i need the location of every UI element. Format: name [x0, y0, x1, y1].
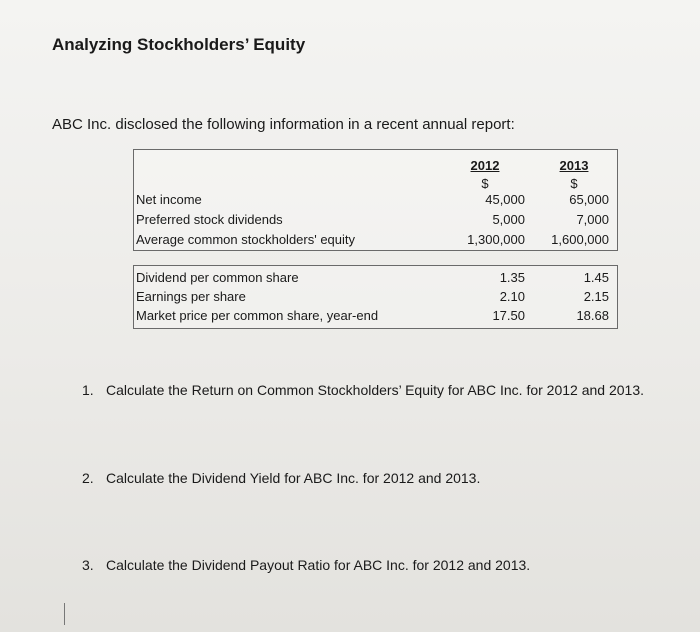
question-text: Calculate the Dividend Payout Ratio for ABC Inc. for 2012 and 2013. — [106, 557, 531, 573]
value-2013: 1,600,000 — [551, 232, 609, 247]
table-row — [134, 210, 617, 230]
question-2 — [82, 470, 480, 486]
currency-2013: $ — [570, 176, 578, 191]
value-2012: 5,000 — [492, 212, 525, 227]
question-1 — [82, 382, 644, 398]
table-row — [134, 230, 617, 250]
financial-table-bottom — [133, 265, 618, 329]
year-2013-header: 2013 — [559, 158, 589, 173]
value-2013: 65,000 — [569, 192, 609, 207]
question-text: Calculate the Dividend Yield for ABC Inc. for 2012 and 2013. — [106, 470, 481, 486]
row-label: Dividend per common share — [136, 270, 299, 285]
table-row — [134, 287, 617, 307]
value-2012: 1.35 — [499, 270, 525, 285]
row-label: Earnings per share — [136, 289, 246, 304]
question-number: 3. — [82, 557, 94, 573]
question-text: Calculate the Return on Common Stockholders’ Equity for ABC Inc. for 2012 and 2013. — [106, 382, 645, 398]
table-row — [134, 190, 617, 210]
question-3 — [82, 557, 530, 573]
question-number: 1. — [82, 382, 94, 398]
question-number: 2. — [82, 470, 94, 486]
value-2012: 1,300,000 — [467, 232, 525, 247]
table-row — [134, 268, 617, 288]
value-2013: 18.68 — [576, 308, 609, 323]
financial-table-top — [133, 149, 618, 251]
value-2013: 2.15 — [583, 289, 609, 304]
row-label: Average common stockholders' equity — [136, 232, 356, 247]
year-2012-header: 2012 — [470, 158, 500, 173]
row-label: Net income — [136, 192, 202, 207]
row-label: Market price per common share, year-end — [136, 308, 379, 323]
text-cursor — [64, 603, 65, 625]
intro-text: ABC Inc. disclosed the following information in a recent annual report: — [52, 116, 515, 133]
currency-2012: $ — [481, 176, 489, 191]
value-2013: 1.45 — [583, 270, 609, 285]
table-row — [134, 306, 617, 326]
value-2012: 2.10 — [499, 289, 525, 304]
value-2012: 45,000 — [485, 192, 525, 207]
value-2013: 7,000 — [576, 212, 609, 227]
row-label: Preferred stock dividends — [136, 212, 283, 227]
page-title: Analyzing Stockholders’ Equity — [52, 35, 306, 54]
value-2012: 17.50 — [492, 308, 525, 323]
